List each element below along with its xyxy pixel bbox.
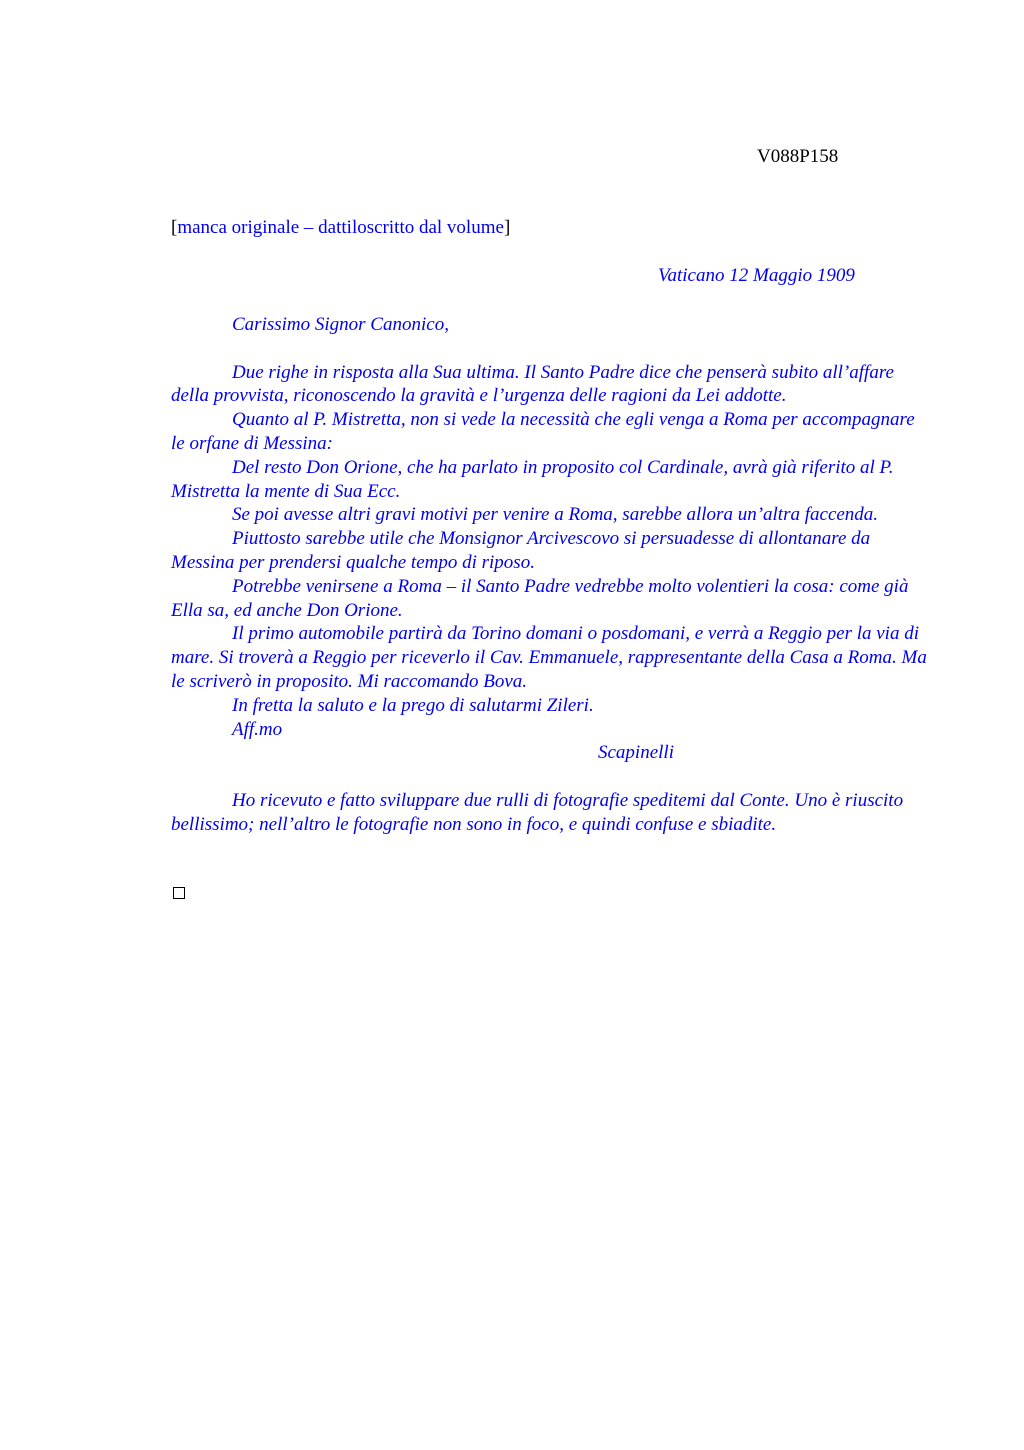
note-bracket-open: [ bbox=[171, 217, 178, 238]
letter-paragraph-2: Quanto al P. Mistretta, non si vede la necessità che egli venga a Roma per accompagnare le orfane di Messina: bbox=[171, 409, 915, 454]
end-square-icon bbox=[173, 887, 185, 899]
letter-postscript: Ho ricevuto e fatto sviluppare due rulli di fotografie speditemi dal Conte. Uno è riuscito bellissimo; nell’altro le fotografie non sono in foco, e quindi confuse e sbiadite. bbox=[171, 789, 904, 835]
letter-paragraph-3: Del resto Don Orione, che ha parlato in proposito col Cardinale, avrà già riferito al P. Mistretta la mente di Sua Ecc. bbox=[171, 456, 894, 502]
letter-paragraph-6: Potrebbe venirsene a Roma – il Santo Padre vedrebbe molto volentieri la cosa: come già Ella sa, ed anche Don Orione. bbox=[171, 575, 909, 621]
letter-paragraph-8: In fretta la saluto e la prego di salutarmi Zileri. bbox=[232, 694, 594, 716]
letter-salutation: Carissimo Signor Canonico, bbox=[232, 314, 449, 335]
letter-paragraph-1: Due righe in risposta alla Sua ultima. Il Santo Padre dice che penserà subito all’affare della provvista, riconoscendo la gravità e l’urgenza delle ragioni da Lei addotte. bbox=[171, 361, 894, 407]
editorial-note bbox=[171, 217, 510, 239]
letter-body bbox=[171, 313, 931, 837]
letter-closing: Aff.mo bbox=[232, 718, 283, 740]
note-bracket-close: ] bbox=[503, 217, 511, 238]
note-text: manca originale – dattiloscritto dal volume bbox=[177, 217, 504, 238]
letter-paragraph-7: Il primo automobile partirà da Torino domani o posdomani, e verrà a Reggio per la via di mare. Si troverà a Reggio per riceverlo il Cav. Emmanuele, rappresentante della Casa a Roma. Ma le scriverò in proposito. Mi raccomando Bova. bbox=[171, 623, 927, 692]
letter-paragraph-4: Se poi avesse altri gravi motivi per venire a Roma, sarebbe allora un’altra faccenda. bbox=[232, 504, 879, 526]
letter-paragraph-5: Piuttosto sarebbe utile che Monsignor Arcivescovo si persuadesse di allontanare da Messina per prendersi qualche tempo di riposo. bbox=[171, 528, 871, 573]
letter-date: Vaticano 12 Maggio 1909 bbox=[658, 265, 855, 286]
document-code: V088P158 bbox=[757, 146, 839, 167]
letter-signature: Scapinelli bbox=[598, 742, 674, 764]
